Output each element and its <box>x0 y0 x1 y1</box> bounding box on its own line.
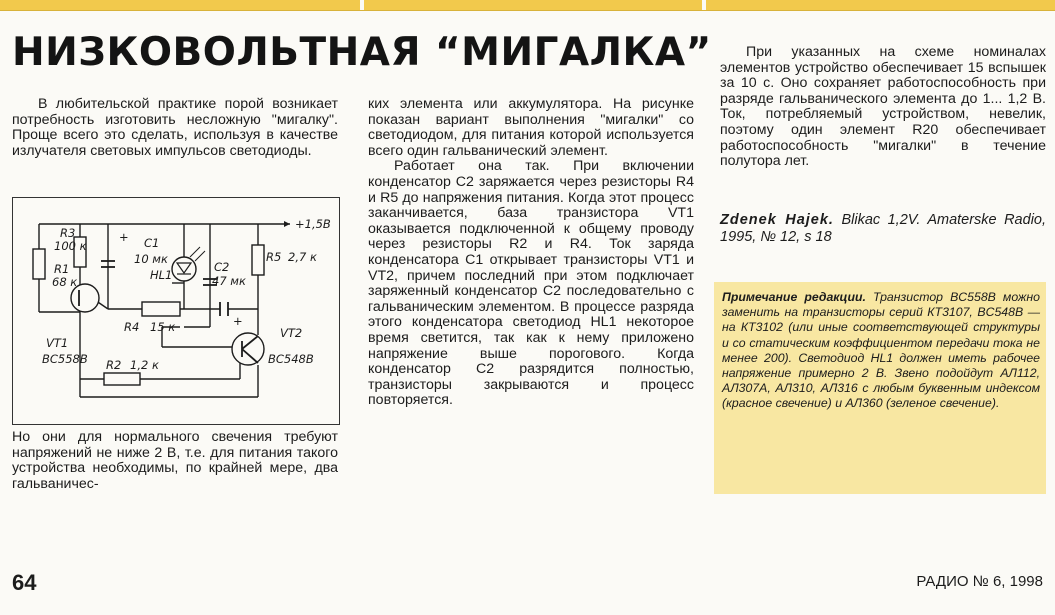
c2-value: 47 мк <box>212 274 246 288</box>
note-body: Транзистор BC558B можно заменить на транзисторы серий КТ3107, BC548B — на КТ3102 (или иные соответствующей структуры и со статическим коэффициентом передачи тока не менее 200). Светодиод HL1 должен иметь рабочее напряжение примерно 2 В. Звено подойдут АЛ112, АЛ307А, АЛ310, АЛ316 с любым буквенным индексом (красное свечение) и АЛ360 (зеленое свечение). <box>722 290 1040 411</box>
r4-value: 15 к <box>150 320 176 334</box>
article-title: НИЗКОВОЛЬТНАЯ “МИГАЛКА” <box>12 30 712 75</box>
issue-label: РАДИО № 6, 1998 <box>916 573 1043 590</box>
page-number: 64 <box>12 570 37 595</box>
c1-label: C1 <box>144 236 160 250</box>
hl1-label: HL1 <box>150 268 173 282</box>
header-stripe-middle <box>364 0 702 10</box>
circuit-schematic <box>12 197 340 425</box>
column-3 <box>720 45 1046 170</box>
editor-note <box>714 282 1046 494</box>
c2-plus: + <box>233 314 243 328</box>
source-credit <box>720 212 1046 246</box>
credit-author: Zdenek Hajek. <box>720 212 834 228</box>
column-1-top <box>12 97 338 159</box>
r5-value: 2,7 к <box>288 250 317 264</box>
c2-label: C2 <box>214 260 230 274</box>
c1-value: 10 мк <box>134 252 168 266</box>
column-2 <box>368 97 694 409</box>
r1-label: R1 <box>54 262 70 276</box>
header-stripe-left <box>0 0 360 10</box>
paragraph: В любительской практике порой возникает потребность изготовить несложную "мигалку". Проще всего это сделать, используя в качестве излучателя световых импульсов светодиоды. <box>12 96 338 159</box>
paragraph: ких элемента или аккумулятора. На рисунке показан вариант выполнения "мигалки" со светодиодом, для питания которой используется всего один гальванический элемент. <box>368 96 694 159</box>
paragraph: Работает она так. При включении конденсатор C2 заряжается через резисторы R4 и R5 до напряжения питания. Когда этот процесс заканчивается, база транзистора VT1 оказывается подключенной к общему проводу через резисторы R2 и R4. Ток заряда конденсатора C1 открывает транзисторы VT1 и VT2, причем последний при этом подключает заряженный конденсатор C2 последовательно с гальваническим элементом. В процессе разряда этого конденсатора светодиод HL1 некоторое время светится, так как к нему приложено напряжение выше порогового. Когда конденсатор C2 разрядится полностью, транзисторы закрываются и процесс повторяется. <box>368 158 694 409</box>
credit-source: Blikac 1,2V. Amaterske Radio, 1995, № 12, s 18 <box>720 212 1047 245</box>
r4-label: R4 <box>124 320 140 334</box>
vt2-label: VT2 <box>280 326 303 340</box>
r2-label: R2 <box>106 358 122 372</box>
r5-label: R5 <box>266 250 282 264</box>
vt1-type: BC558B <box>42 352 88 366</box>
r3-label: R3 <box>60 226 76 240</box>
column-1-bottom <box>12 430 338 492</box>
vt2-type: BC548B <box>268 352 314 366</box>
header-rule <box>0 10 1055 11</box>
r1-value: 68 к <box>52 275 78 289</box>
paragraph: При указанных на схеме номиналах элементов устройство обеспечивает 15 вспышек за 10 с. Оно сохраняет работоспособность при разряде гальванического элемента до 1... 1,2 В. Ток, потребляемый устройством, невелик, поэтому один элемент R20 обеспечивает работоспособность "мигалки" в течение полутора лет. <box>720 44 1046 170</box>
supply-label: +1,5В <box>295 217 331 231</box>
vt1-label: VT1 <box>46 336 69 350</box>
paragraph: Но они для нормального свечения требуют напряжений не ниже 2 В, т.е. для питания такого устройства необходимы, по крайней мере, два гальваничес- <box>12 429 338 492</box>
c1-plus: + <box>119 230 129 244</box>
header-stripe-right <box>706 0 1055 10</box>
r2-value: 1,2 к <box>130 358 159 372</box>
r3-value: 100 к <box>54 239 87 253</box>
note-heading: Примечание редакции. <box>722 290 866 304</box>
